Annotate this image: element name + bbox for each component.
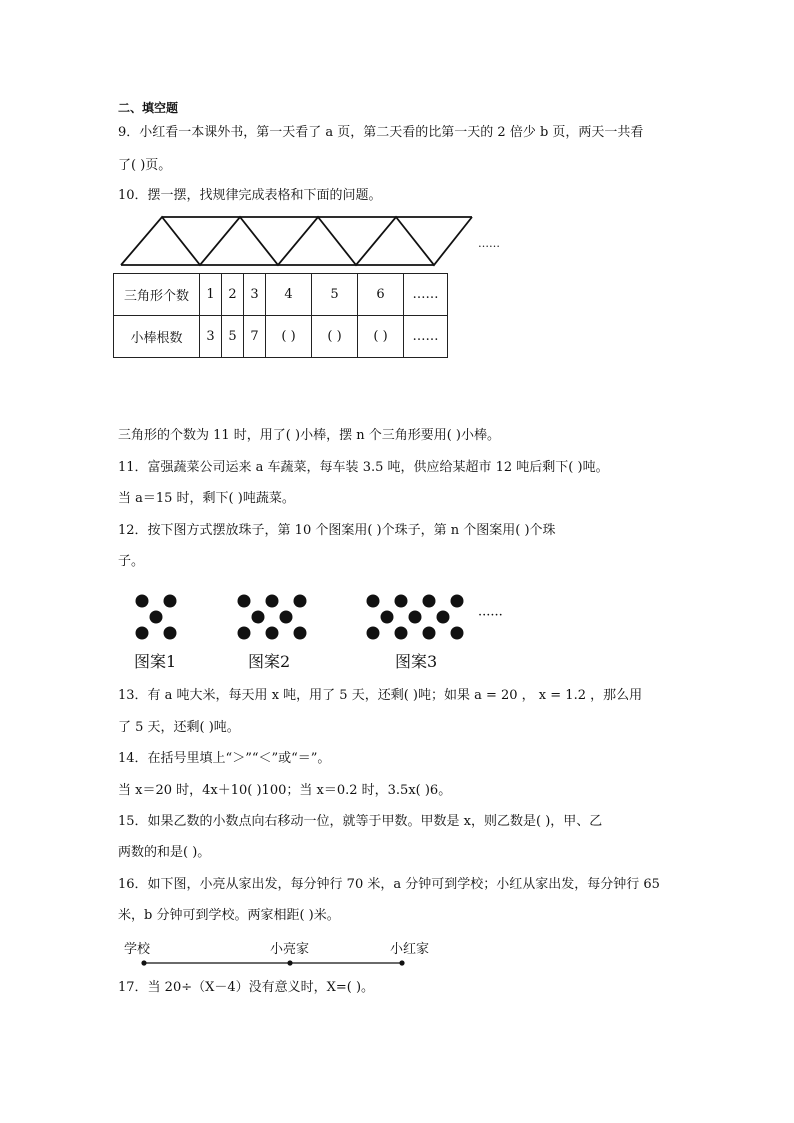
caption-pattern-3: 图案3 (395, 652, 438, 671)
q13-line1: 13．有 a 吨大米，每天用 x 吨，用了 5 天，还剩( )吨；如果 a = 20 ， x = 1.2 ，那么用 (118, 688, 643, 703)
distance-line-figure (140, 958, 410, 968)
q16-line1: 16．如下图，小亮从家出发，每分钟行 70 米，a 分钟可到学校；小红从家出发，每分钟行 65 (118, 877, 660, 892)
q13-line2: 了 5 天，还剩( )吨。 (118, 720, 240, 735)
q15-line2: 两数的和是( )。 (118, 845, 211, 860)
q10-line2: 三角形的个数为 11 时，用了( )小棒，摆 n 个三角形要用( )小棒。 (118, 428, 500, 443)
table-cell: 3 (200, 316, 222, 358)
section-title: 二、填空题 (118, 101, 179, 115)
table-cell: …… (404, 274, 448, 316)
q12-line1: 12．按下图方式摆放珠子，第 10 个图案用( )个珠子，第 n 个图案用( )个珠 (118, 523, 556, 538)
q11-line2: 当 a＝15 时，剩下( )吨蔬菜。 (118, 491, 295, 506)
figure-ellipsis: …… (478, 237, 500, 250)
q9-line1: 9．小红看一本课外书，第一天看了 a 页，第二天看的比第一天的 2 倍少 b 页，两天一共看 (118, 125, 644, 140)
q14-line2: 当 x＝20 时，4x＋10( )100；当 x＝0.2 时，3.5x( )6。 (118, 783, 452, 798)
q15-line1: 15．如果乙数的小数点向右移动一位，就等于甲数。甲数是 x，则乙数是( )，甲、乙 (118, 814, 603, 829)
triangle-table (113, 273, 448, 358)
table-cell: 5 (222, 316, 244, 358)
table-cell: 4 (266, 274, 312, 316)
row-label: 小棒根数 (114, 316, 200, 358)
table-row (114, 316, 448, 358)
bead-ellipsis: ······ (478, 608, 503, 623)
table-row (114, 274, 448, 316)
table-cell: ( ) (312, 316, 358, 358)
table-cell: ( ) (358, 316, 404, 358)
label-xiaohong-home: 小红家 (390, 942, 430, 957)
table-cell: ( ) (266, 316, 312, 358)
triangle-sticks-figure (120, 216, 480, 268)
table-cell: 1 (200, 274, 222, 316)
label-school: 学校 (124, 942, 151, 957)
q14-line1: 14．在括号里填上“＞”“＜”或“＝”。 (118, 751, 331, 766)
q10-line1: 10．摆一摆，找规律完成表格和下面的问题。 (118, 188, 382, 203)
caption-pattern-2: 图案2 (248, 652, 291, 671)
q16-line2: 米，b 分钟可到学校。两家相距( )米。 (118, 908, 340, 923)
caption-pattern-1: 图案1 (134, 652, 177, 671)
label-xiaoliang-home: 小亮家 (270, 942, 310, 957)
table-cell: 6 (358, 274, 404, 316)
q12-line2: 子。 (118, 554, 145, 569)
q11-line1: 11．富强蔬菜公司运来 a 车蔬菜，每车装 3.5 吨，供应给某超市 12 吨后剩下( )吨。 (118, 460, 609, 475)
q17-line1: 17．当 20÷（X－4）没有意义时，X=( )。 (118, 980, 375, 995)
table-cell: 7 (244, 316, 266, 358)
q9-line2: 了( )页。 (118, 158, 172, 173)
bead-patterns-figure (128, 593, 528, 643)
table-cell: 2 (222, 274, 244, 316)
table-cell: …… (404, 316, 448, 358)
row-label: 三角形个数 (114, 274, 200, 316)
table-cell: 5 (312, 274, 358, 316)
table-cell: 3 (244, 274, 266, 316)
